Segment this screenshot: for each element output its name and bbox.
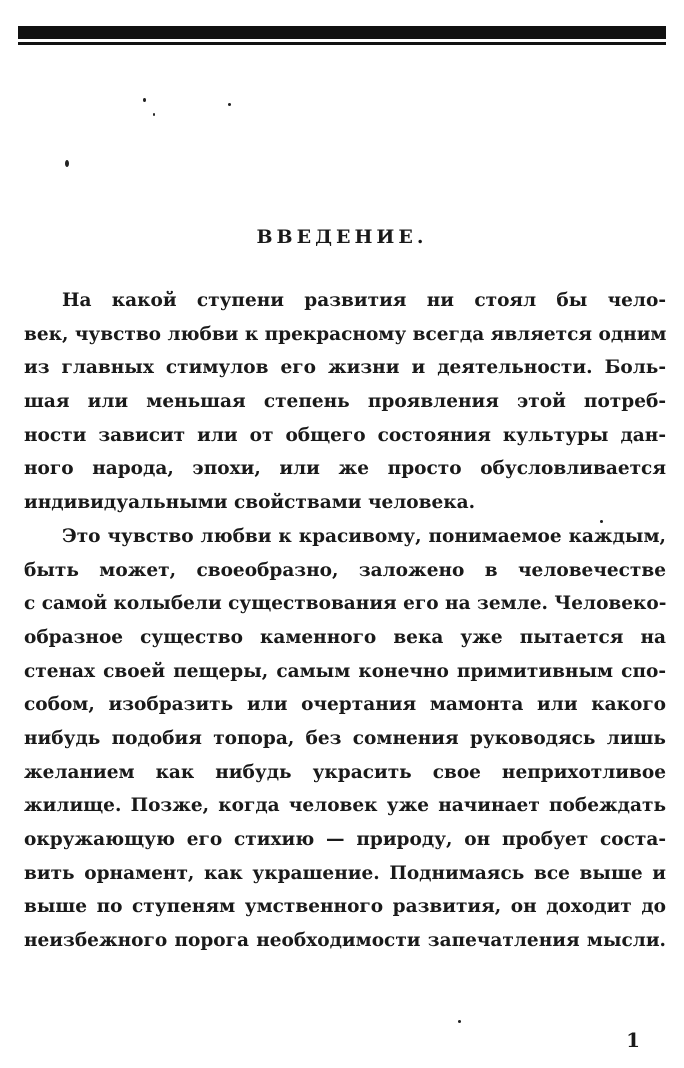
body-text — [24, 284, 667, 958]
text-line: вить орнамент, как украшение. Поднимаясь все выше и — [24, 862, 666, 884]
text-line: век, чувство любви к прекрасному всегда является одним — [24, 323, 667, 345]
text-line: выше по ступеням умственного развития, он доходит до — [24, 896, 666, 918]
text-line: шая или меньшая степень проявления этой потреб- — [24, 391, 666, 413]
text-line: На какой ступени развития ни стоял бы чело- — [62, 290, 666, 311]
print-speck — [143, 98, 146, 102]
text-line: индивидуальными свойствами человека. — [24, 492, 476, 514]
text-line: с самой колыбели существования его на земле. Человеко- — [24, 593, 667, 615]
text-line: нибудь подобия топора, без сомнения руководясь лишь — [24, 727, 666, 749]
text-line: образное существо каменного века уже пытается на — [24, 626, 666, 648]
page-number: 1 — [626, 1028, 640, 1052]
text-line: жилище. Позже, когда человек уже начинает побеждать — [24, 795, 666, 817]
text-line: из главных стимулов его жизни и деятельности. Боль- — [24, 357, 666, 379]
text-line: стенах своей пещеры, самым конечно примитивным спо- — [24, 660, 666, 682]
text-line: собом, изобразить или очертания мамонта или какого — [24, 694, 666, 716]
top-rule-thin — [18, 42, 666, 45]
text-line: быть может, своеобразно, заложено в человечестве — [24, 559, 666, 581]
text-line: желанием как нибудь украсить свое неприхотливое — [24, 761, 666, 783]
text-line: ного народа, эпохи, или же просто обусловливается — [24, 458, 666, 480]
text-line: Это чувство любви к красивому, понимаемое каждым, — [62, 525, 666, 547]
print-speck — [65, 160, 69, 167]
text-line: ности зависит или от общего состояния культуры дан- — [24, 424, 666, 446]
chapter-heading: ВВЕДЕНИЕ. — [256, 226, 428, 248]
print-speck — [458, 1020, 461, 1023]
print-speck — [228, 103, 231, 106]
print-speck — [153, 113, 155, 116]
text-line: неизбежного порога необходимости запечатления мысли. — [24, 930, 666, 952]
text-line: окружающую его стихию — природу, он пробует соста- — [24, 829, 666, 850]
top-rule — [18, 26, 666, 39]
